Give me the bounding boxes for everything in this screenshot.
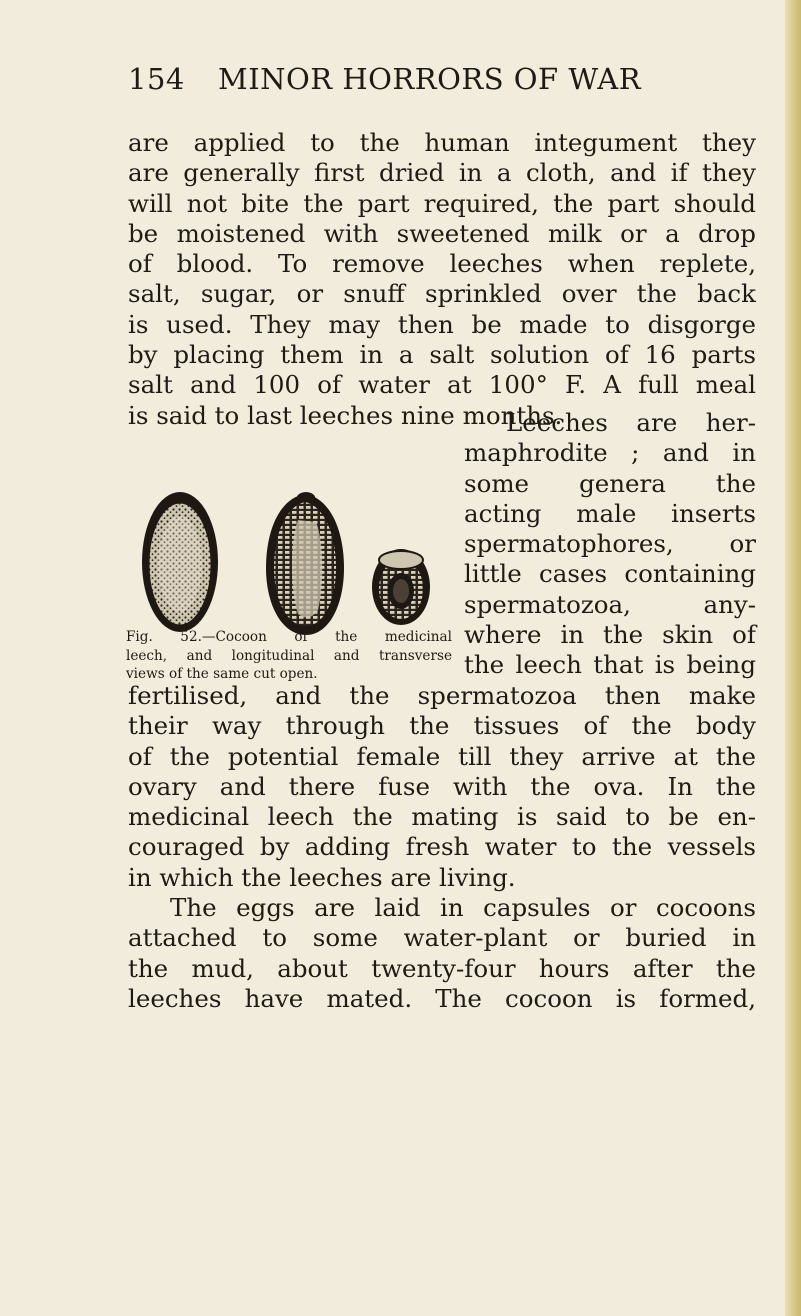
text-line: is used. They may then be made to disgorge [128, 309, 756, 339]
running-header [128, 62, 748, 102]
text-line: by placing them in a salt solution of 16 parts [128, 340, 756, 370]
text-line: fertilised, and the spermatozoa then make [128, 681, 756, 710]
text-line: are applied to the human integument they [128, 128, 756, 157]
paragraph-3 [128, 893, 756, 1014]
cocoon-longitudinal-section [266, 494, 344, 636]
page-number: 154 [128, 62, 185, 96]
figure-caption [126, 628, 452, 684]
text-line: where in the skin of [464, 620, 756, 650]
paragraph-2-continued [128, 681, 756, 893]
running-title: MINOR HORRORS OF WAR [218, 62, 642, 96]
text-line: spermatozoa, any- [464, 589, 756, 619]
text-line: little cases containing [464, 559, 756, 589]
text-line: salt and 100 of water at 100° F. A full meal [128, 370, 756, 400]
text-line: acting male inserts [464, 498, 756, 528]
text-line: ovary and there fuse with the ova. In the [128, 771, 756, 801]
text-line: are generally first dried in a cloth, and if they [128, 158, 756, 188]
text-line: will not bite the part required, the part should [128, 188, 756, 218]
text-line: leeches have mated. The cocoon is formed, [128, 983, 756, 1013]
text-line: the mud, about twenty-four hours after the [128, 953, 756, 983]
text-line: maphrodite ; and in [464, 438, 756, 468]
figure-cocoon [130, 490, 450, 640]
text-line: the leech that is being [464, 650, 756, 680]
text-line: be moistened with sweetened milk or a drop [128, 218, 756, 248]
text-line: spermatophores, or [464, 529, 756, 559]
text-line: in which the leeches are living. [128, 862, 516, 892]
page-edge [785, 0, 801, 1316]
text-line: attached to some water-plant or buried in [128, 923, 756, 953]
text-line: some genera the [464, 468, 756, 498]
text-line: The eggs are laid in capsules or cocoons [170, 893, 756, 922]
text-line: Leeches are her- [506, 408, 756, 437]
text-line: couraged by adding fresh water to the vessels [128, 832, 756, 862]
cocoon-illustration [130, 490, 450, 640]
cocoon-transverse-section [372, 549, 430, 625]
caption-line: leech, and longitudinal and transverse [126, 647, 452, 664]
paragraph-2-wrapped [464, 408, 756, 681]
text-line: salt, sugar, or snuff sprinkled over the back [128, 279, 756, 309]
caption-line: views of the same cut open. [126, 666, 318, 682]
paragraph-1 [128, 128, 756, 431]
cocoon-whole [142, 492, 218, 632]
caption-line: Fig. 52.—Cocoon of the medicinal [126, 629, 452, 645]
text-line: is said to last leeches nine months. [128, 400, 563, 430]
text-line: their way through the tissues of the body [128, 711, 756, 741]
text-line: of blood. To remove leeches when replete, [128, 249, 756, 279]
text-line: medicinal leech the mating is said to be en- [128, 802, 756, 832]
text-line: of the potential female till they arrive at the [128, 741, 756, 771]
